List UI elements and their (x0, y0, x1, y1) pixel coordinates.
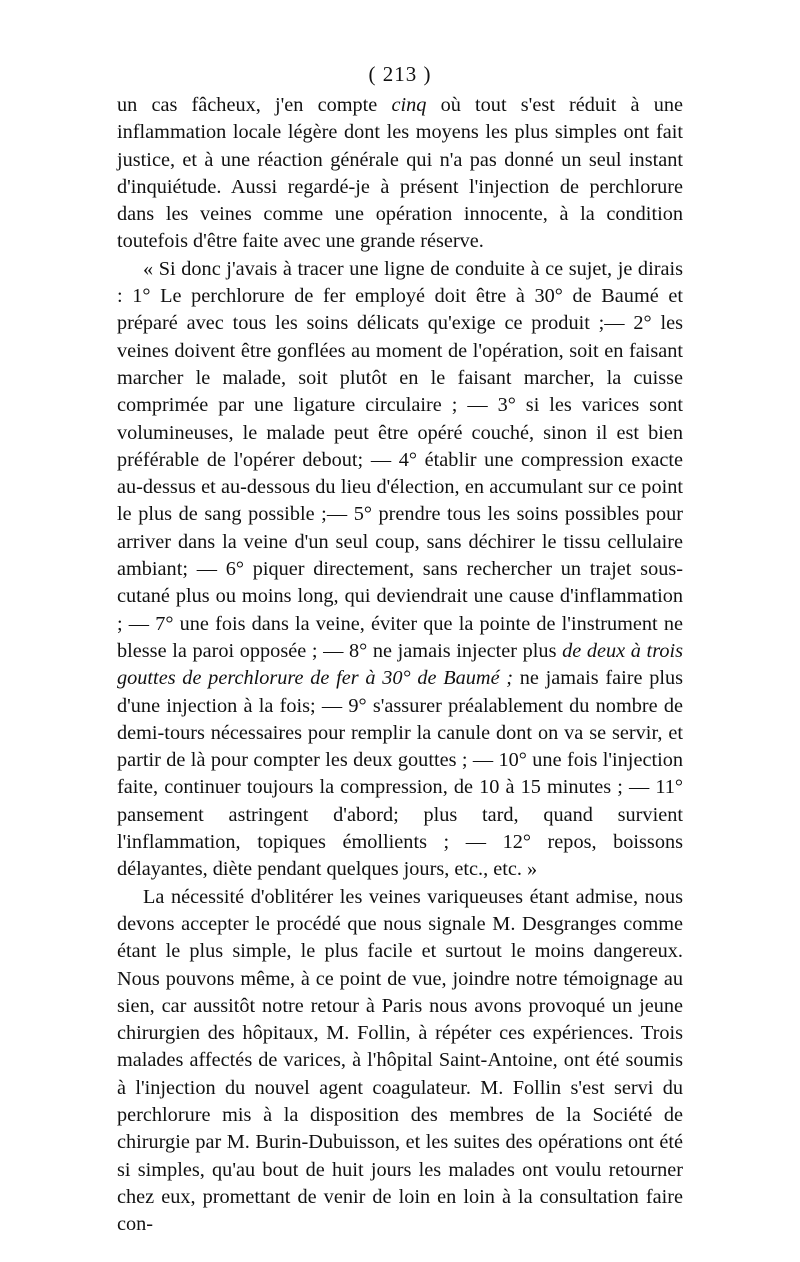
paragraph-p1 (117, 92, 683, 256)
paragraph-p2 (117, 256, 683, 884)
italic-text-segment: de deux à trois gouttes de perchlorure de fer à 30° de Baumé ; (117, 639, 684, 690)
text-segment: « Si donc j'avais à tracer une ligne de conduite à ce sujet, je dirais : 1° Le perchlorure de fer employé doit être à 30° de Baumé et préparé avec tous les soins délicats qu'exige ce produit ;— 2° les veines doivent être gonflées au moment de l'opération, soit en faisant marcher le malade, soit plutôt en le faisant marcher, la cuisse comprimée par une ligature circulaire ; — 3° si les varices sont volumineuses, le malade peut être opéré couché, sinon il est bien préférable de l'opérer debout; — 4° établir une compression exacte au-dessus et au-dessous du lieu d'élection, en accumulant sur ce point le plus de sang possible ;— 5° prendre tous les soins possibles pour arriver dans la veine d'un seul coup, sans déchirer le tissu cellulaire ambiant; — 6° piquer directement, sans rechercher un trajet sous-cutané plus ou moins long, qui deviendrait une cause d'inflammation ; — 7° une fois dans la veine, éviter que la pointe de l'instrument ne blesse la paroi opposée ; — 8° ne jamais injecter plus (117, 257, 683, 662)
text-segment: un cas fâcheux, j'en compte (117, 94, 392, 116)
italic-text-segment: cinq (391, 94, 427, 116)
paragraph-p3 (117, 884, 683, 1239)
book-page (117, 60, 683, 1238)
text-segment: La nécessité d'oblitérer les veines variqueuses étant admise, nous devons accepter le procédé que nous signale M. Desgranges comme étant le plus simple, le plus facile et surtout le moins dangereux. Nous pouvons même, à ce point de vue, joindre notre témoignage au sien, car aussitôt notre retour à Paris nous avons provoqué un jeune chirurgien des hôpitaux, M. Follin, à répéter ces expériences. Trois malades affectés de varices, à l'hôpital Saint-Antoine, ont été soumis à l'injection du nouvel agent coagulateur. M. Follin s'est servi du perchlorure mis à la disposition des membres de la Société de chirurgie par M. Burin-Dubuisson, et les suites des opérations ont été si simples, qu'au bout de huit jours les malades ont voulu retourner chez eux, promettant de venir de loin en loin à la consultation faire con- (117, 885, 683, 1236)
page-number: ( 213 ) (368, 62, 432, 86)
text-segment: où tout s'est réduit à une inflammation locale légère dont les moyens les plus simples ont fait justice, et à une réaction générale qui n'a pas donné un seul instant d'inquiétude. Aussi regardé-je à présent l'injection de perchlorure dans les veines comme une opération innocente, à la condition toutefois d'être faite avec une grande réserve. (117, 94, 683, 253)
text-segment: ne jamais faire plus d'une injection à la fois; — 9° s'assurer préalablement du nombre de demi-tours nécessaires pour remplir la canule dont on va se servir, et partir de là pour compter les deux gouttes ; — 10° une fois l'injection faite, continuer toujours la compression, de 10 à 15 minutes ; — 11° pansement astringent d'abord; plus tard, quand survient l'inflammation, topiques émollients ; — 12° repos, boissons délayantes, diète pendant quelques jours, etc., etc. » (117, 667, 684, 881)
body-text (117, 92, 683, 1238)
